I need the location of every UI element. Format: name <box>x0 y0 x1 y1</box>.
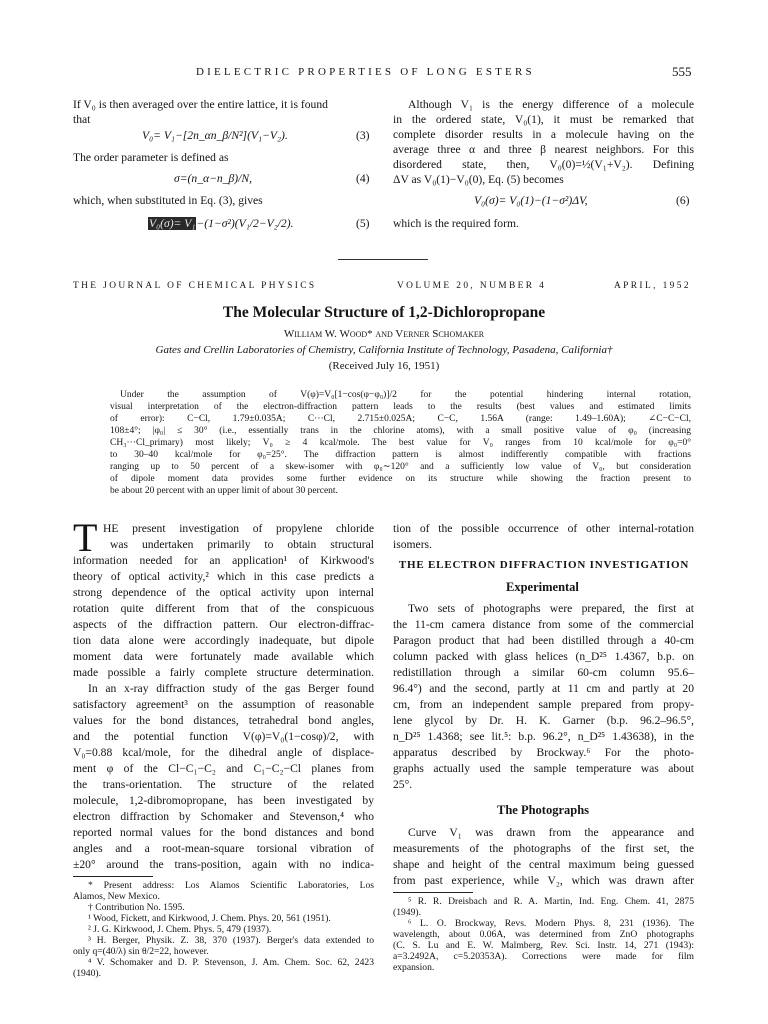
experimental-line-1: Two sets of photographs were prepared, the first at <box>408 602 694 615</box>
substitution-text: which, when substituted in Eq. (3), gives <box>73 194 263 207</box>
body-left-line-16: ment φ of the Cl−C₁−C₂ and C₁−C₂−Cl planes from <box>73 762 374 775</box>
footnote-left-6: ³ H. Berger, Physik. Z. 38, 370 (1937). Berger's data extended to <box>88 935 374 946</box>
body-left-line-14: and the potential function V(φ)=V₀(1−cosφ)/2, with <box>73 730 374 743</box>
experimental-line-5: redistillation through a similar 60-cm column 95.6– <box>393 666 694 679</box>
experimental-line-6: 96.4°) and the second, partly at 11 cm and partly at 20 <box>393 682 694 695</box>
prev-right-line-4: average three α and three β nearest neighbors. For this <box>393 143 694 156</box>
footnote-left-8: ⁴ V. Schomaker and D. P. Stevenson, J. Am. Chem. Soc. 62, 2423 <box>88 957 374 968</box>
abstract-line-9: be about 20 percent with an upper limit of about 30 percent. <box>110 486 338 496</box>
abstract-line-2: visual interpretation of the electron-diffraction pattern leads to the results (best values and estimated limits <box>110 402 691 412</box>
equation-4: σ=(n_α−n_β)/N, <box>174 172 252 185</box>
abstract-line-8: of dipole moment data provides some further evidence on its structure while showing the fraction present to <box>110 474 691 484</box>
prev-left-intro-1: If V₀ is then averaged over the entire lattice, it is found <box>73 98 328 111</box>
footnote-right-5: (C. S. Lu and E. W. Malmberg, Rev. Sci. Instr. 14, 271 (1943): <box>393 940 694 951</box>
body-left-line-10: made possible a fairly complete structure determination. <box>73 666 374 679</box>
experimental-line-3: Paragon product that had been distilled through a 40-cm <box>393 634 694 647</box>
body-left-line-2: was undertaken primarily to obtain structural <box>110 538 374 551</box>
article-separator <box>338 259 428 260</box>
experimental-line-7: cm, from an independent sample prepared from propy- <box>393 698 694 711</box>
abstract-line-3: of error): C−Cl, 1.79±0.035A; C···Cl, 2.715±0.025A; C−C, 1.56A (range: 1.49–1.60A); ∠C−C−Cl, <box>110 414 691 424</box>
prev-right-line-6: ΔV as V₀(1)−V₀(0), Eq. (5) becomes <box>393 173 564 186</box>
body-left-line-12: satisfactory agreement³ on the assumption of reasonable <box>73 698 374 711</box>
body-right-intro-1: tion of the possible occurrence of other internal-rotation <box>393 522 694 535</box>
equation-5 <box>148 216 293 231</box>
body-left-line-13: values for the bond distances, tetrahedral bond angles, <box>73 714 374 727</box>
footnote-left-4: ¹ Wood, Fickett, and Kirkwood, J. Chem. Phys. 20, 561 (1951). <box>88 913 331 924</box>
prev-right-line-2: in the ordered state, V₀(1), it must be remarked that <box>393 113 694 126</box>
photographs-line-2: measurements of the photographs of the first set, the <box>393 842 694 855</box>
article-affiliation: Gates and Crellin Laboratories of Chemistry, California Institute of Technology, Pasadena, California† <box>155 344 613 356</box>
experimental-line-8: lene glycol by Dr. H. K. Garner (b.p. 96.2–96.5°, <box>393 714 694 727</box>
body-left-line-18: molecule, 1,2-dibromopropane, has been investigated by <box>73 794 374 807</box>
equation-3: V₀= V₁−[2n_αn_β/N²](V₁−V₂). <box>142 129 288 142</box>
footnote-right-4: wavelength, about 0.06A, was determined from ZnO photographs <box>393 929 694 940</box>
journal-volume: VOLUME 20, NUMBER 4 <box>397 281 547 291</box>
footnote-rule-right <box>393 892 473 893</box>
footnote-left-7: only q=(40/λ) sin θ/2=22, however. <box>73 946 209 957</box>
prev-right-line-5: disordered state, then, V₀(0)=½(V₁+V₂). Defining <box>393 158 694 171</box>
equation-3-number: (3) <box>356 129 370 142</box>
equation-5-number: (5) <box>356 217 370 230</box>
experimental-line-9: n_D²⁵ 1.4368; see lit.⁵: b.p. 96.2°, n_D²⁵ 1.43638), in the <box>393 730 694 743</box>
order-parameter-text: The order parameter is defined as <box>73 151 229 164</box>
footnote-left-2: Alamos, New Mexico. <box>73 891 160 902</box>
body-left-line-21: angles and a root-mean-square torsional vibration of <box>73 842 374 855</box>
body-left-line-11: In an x-ray diffraction study of the gas Berger found <box>88 682 374 695</box>
journal-date: APRIL, 1952 <box>614 281 691 291</box>
body-left-line-6: rotation quite different from that of the conspicuous <box>73 602 374 615</box>
abstract-line-5: CH₃···Cl_primary) most likely; V₀ ≥ 4 kcal/mole. The best value for V₀ ranges from 10 kcal/mole for φ₀=0° <box>110 438 691 448</box>
footnote-left-5: ² J. G. Kirkwood, J. Chem. Phys. 5, 479 (1937). <box>88 924 272 935</box>
body-left-line-9: moment data were fortunately made available which <box>73 650 374 663</box>
body-left-line-3: information needed for an application¹ of Kirkwood's <box>73 554 374 567</box>
experimental-line-11: graphs actually used the sample temperature was about <box>393 762 694 775</box>
body-left-line-20: reported normal values for the bond distances and bond <box>73 826 374 839</box>
equation-5-highlight: V₀(σ)= V₁ <box>149 217 196 230</box>
experimental-line-2: the 11-cm camera distance from some of the commercial <box>393 618 694 631</box>
equation-5-rest: −(1−σ²)(V₁/2−V₂/2). <box>196 217 294 230</box>
photographs-line-4: from past experience, while V₂, which was drawn after <box>393 874 694 887</box>
footnote-right-6: a=3.2492A, c=5.20353A). Corrections were made for film <box>393 951 694 962</box>
article-authors: William W. Wood* and Verner Schomaker <box>283 328 485 340</box>
footnote-left-1: * Present address: Los Alamos Scientific Laboratories, Los <box>88 880 374 891</box>
equation-6: V₀(σ)= V₀(1)−(1−σ²)ΔV, <box>474 194 588 207</box>
experimental-line-4: column packed with glass helices (n_D²⁵ 1.4367, b.p. on <box>393 650 694 663</box>
footnote-right-2: (1949). <box>393 907 421 918</box>
footnote-left-3: † Contribution No. 1595. <box>88 902 185 913</box>
footnote-right-7: expansion. <box>393 962 435 973</box>
photographs-line-3: shape and height of the central maximum being guessed <box>393 858 694 871</box>
footnote-left-9: (1940). <box>73 968 101 979</box>
abstract-line-7: ranging up to 50 percent of a skew-isomer with φ₀∼120° and a sufficiently low value of V₀, but consideration <box>110 462 691 472</box>
body-left-line-22: ±20° around the trans-position, again with no indica- <box>73 858 374 871</box>
footnote-right-1: ⁵ R. R. Dreisbach and R. A. Martin, Ind. Eng. Chem. 41, 2875 <box>408 896 694 907</box>
footnote-rule-left <box>73 876 153 877</box>
body-left-line-15: V₀=0.88 kcal/mole, for the dihedral angle of displace- <box>73 746 374 759</box>
abstract-line-6: to 30–40 kcal/mole for φ₀=25°. The diffraction pattern is almost indifferently compatible with fractions <box>110 450 691 460</box>
section-heading: THE ELECTRON DIFFRACTION INVESTIGATION <box>398 559 690 571</box>
body-left-line-17: the trans-orientation. The structure of the related <box>73 778 374 791</box>
equation-4-number: (4) <box>356 172 370 185</box>
footnote-right-3: ⁶ L. O. Brockway, Revs. Modern Phys. 8, 231 (1936). The <box>408 918 694 929</box>
article-received: (Received July 16, 1951) <box>328 360 440 372</box>
running-header-title: DIELECTRIC PROPERTIES OF LONG ESTERS <box>196 66 535 78</box>
prev-right-line-1: Although V₁ is the energy difference of a molecule <box>408 98 694 111</box>
experimental-line-12: 25°. <box>393 778 413 791</box>
required-form-text: which is the required form. <box>393 217 519 230</box>
body-left-line-19: electron diffraction by Schomaker and Stevenson,⁴ who <box>73 810 374 823</box>
subsection-photographs: The Photographs <box>497 803 590 817</box>
body-left-line-7: aspects of the diffraction pattern. Our electron-diffrac- <box>73 618 374 631</box>
body-left-line-1: HE present investigation of propylene chloride <box>103 522 374 535</box>
page-number: 555 <box>672 64 692 79</box>
prev-left-intro-2: that <box>73 113 91 126</box>
experimental-line-10: apparatus described by Brockway.⁶ For the photo- <box>393 746 694 759</box>
article-title: The Molecular Structure of 1,2-Dichloropropane <box>222 304 546 321</box>
body-left-line-4: theory of optical activity,² which in this case predicts a <box>73 570 374 583</box>
body-left-line-8: tion data alone were accordingly inadequate, but dipole <box>73 634 374 647</box>
drop-cap: T <box>73 515 98 560</box>
subsection-experimental: Experimental <box>506 580 579 594</box>
abstract-line-1: Under the assumption of V(φ)=V₀[1−cos(φ−φ₀)]/2 for the potential hindering internal rotation, <box>120 390 691 400</box>
body-right-intro-2: isomers. <box>393 538 432 551</box>
journal-name: THE JOURNAL OF CHEMICAL PHYSICS <box>73 281 317 291</box>
abstract-line-4: 108±4°; |φ₀| ≤ 30° (i.e., essentially trans in the chlorine atoms), with a small positive value of φ₀ (increasing <box>110 426 691 436</box>
body-left-line-5: strong dependence of the optical activity upon internal <box>73 586 374 599</box>
equation-6-number: (6) <box>676 194 690 207</box>
photographs-line-1: Curve V₁ was drawn from the appearance and <box>408 826 694 839</box>
prev-right-line-3: complete disorder results in a molecule having on the <box>393 128 694 141</box>
